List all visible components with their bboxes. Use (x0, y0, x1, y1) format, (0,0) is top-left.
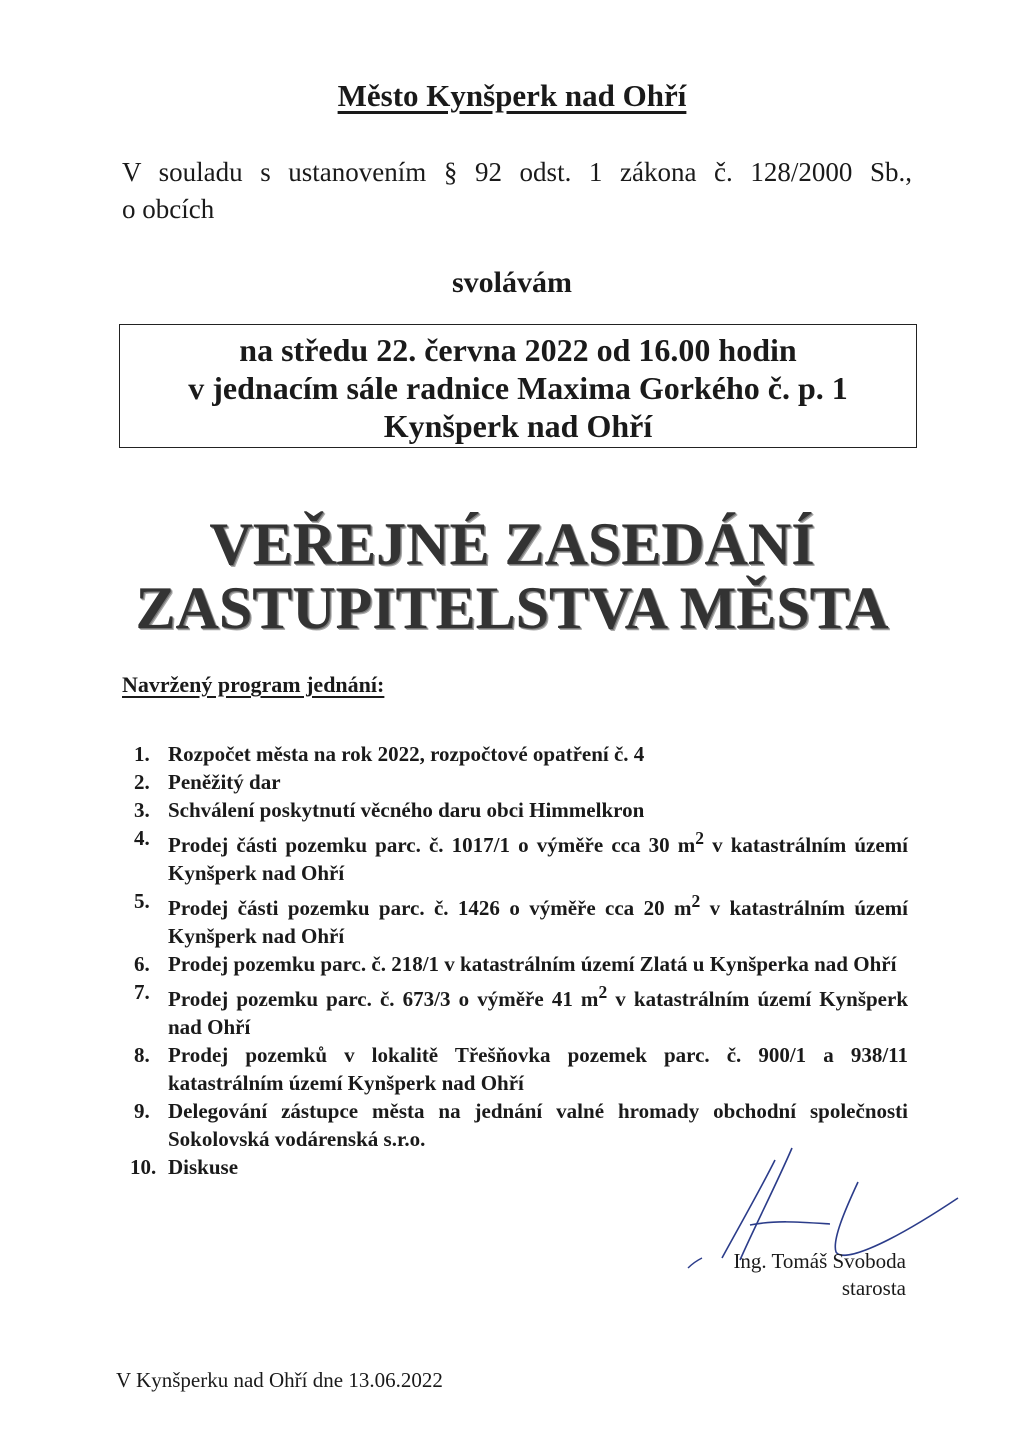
agenda-item-number: 10. (130, 1155, 157, 1179)
agenda-item-text: Rozpočet města na rok 2022, rozpočtové opatření č. 4 (168, 742, 645, 766)
agenda-item-text: Prodej pozemků v lokalitě Třešňovka pozemek parc. č. 900/1 a 938/11 katastrálním území Kynšperk nad Ohří (168, 1043, 908, 1095)
agenda-list (122, 740, 908, 1181)
agenda-item-text (168, 887, 908, 950)
agenda-item-text-part: Prodej části pozemku parc. č. 1426 o výměře cca 20 m (168, 896, 692, 920)
agenda-item-number: 7. (134, 980, 150, 1004)
meeting-date-time: na středu 22. června 2022 od 16.00 hodin (239, 332, 797, 368)
agenda-item-number: 6. (134, 952, 150, 976)
agenda-item-text-part: Prodej pozemku parc. č. 673/3 o výměře 41 m (168, 987, 599, 1011)
agenda-item-text: Diskuse (168, 1155, 239, 1179)
agenda-item-number: 4. (134, 826, 150, 850)
agenda-item-number: 3. (134, 798, 150, 822)
headline-line-2: ZASTUPITELSTVA MĚSTA (135, 575, 889, 641)
agenda-item-number: 8. (134, 1043, 150, 1067)
legal-intro (122, 154, 912, 228)
agenda-item-text: Peněžitý dar (168, 770, 281, 794)
agenda-item-text: Schválení poskytnutí věcného daru obci Himmelkron (168, 798, 645, 822)
agenda-title: Navržený program jednání: (122, 672, 385, 697)
agenda-item-text (168, 824, 908, 887)
agenda-item-text-part: v katastrálním území Kynšperk nad Ohří (168, 833, 908, 885)
signer-name: Ing. Tomáš Svoboda (733, 1249, 906, 1273)
convene-word: svolávám (452, 266, 572, 299)
agenda-item-text-part: v katastrálním území Kynšperk nad Ohří (168, 987, 908, 1039)
agenda-item (122, 824, 908, 887)
agenda-item-number: 9. (134, 1099, 150, 1123)
superscript: 2 (598, 982, 608, 1002)
agenda-item (122, 978, 908, 1041)
meeting-town: Kynšperk nad Ohří (383, 408, 653, 444)
agenda-item-text (168, 978, 908, 1041)
agenda-item-number: 2. (134, 770, 150, 794)
meeting-details-box (119, 324, 917, 448)
agenda-item (122, 887, 908, 950)
agenda-item (122, 796, 908, 824)
signer-block (733, 1248, 906, 1302)
agenda-item-text-part: Prodej části pozemku parc. č. 1017/1 o výměře cca 30 m (168, 833, 696, 857)
agenda-item (122, 950, 908, 978)
legal-intro-line-1: V souladu s ustanovením § 92 odst. 1 zákona č. 128/2000 Sb., (122, 157, 912, 187)
agenda-item-number: 5. (134, 889, 150, 913)
document-title: Město Kynšperk nad Ohří (337, 78, 687, 113)
agenda-item (122, 1041, 908, 1097)
meeting-venue: v jednacím sále radnice Maxima Gorkého č. p. 1 (188, 370, 848, 406)
headline (0, 512, 1024, 640)
agenda-item-text-part: v katastrálním území Kynšperk nad Ohří (168, 896, 909, 948)
legal-intro-line-2: o obcích (122, 194, 215, 224)
superscript: 2 (695, 828, 704, 848)
agenda-item (122, 740, 908, 768)
signer-role: starosta (841, 1276, 906, 1300)
agenda-item-number: 1. (134, 742, 150, 766)
agenda-item-text: Prodej pozemku parc. č. 218/1 v katastrálním území Zlatá u Kynšperka nad Ohří (168, 952, 897, 976)
place-and-date: V Kynšperku nad Ohří dne 13.06.2022 (116, 1368, 443, 1392)
superscript: 2 (691, 891, 701, 911)
headline-line-1: VEŘEJNÉ ZASEDÁNÍ (209, 511, 815, 577)
agenda-item-text: Delegování zástupce města na jednání valné hromady obchodní společnosti Sokolovská vodárenská s.r.o. (168, 1099, 908, 1151)
agenda-item (122, 768, 908, 796)
